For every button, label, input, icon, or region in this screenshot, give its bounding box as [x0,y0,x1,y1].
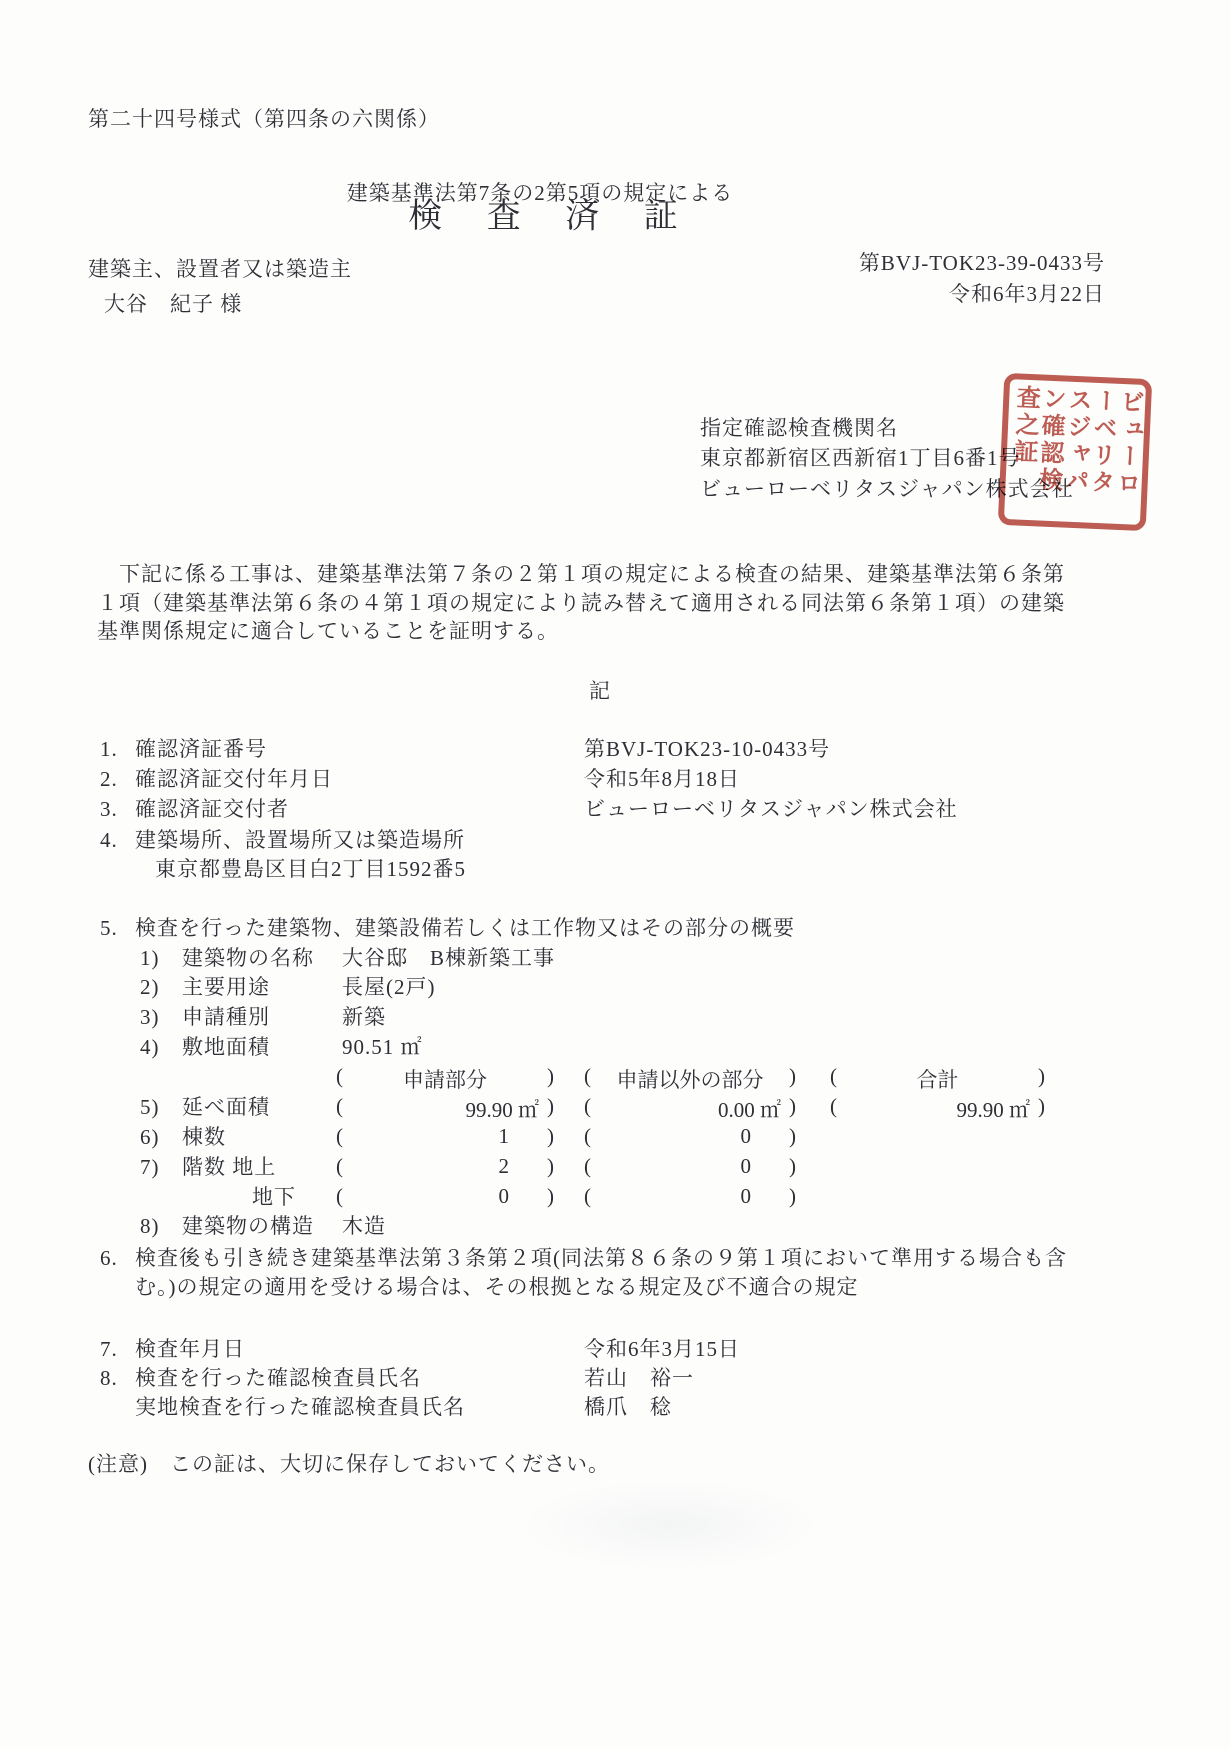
item5-sub8-value: 木造 [342,1214,386,1238]
agency-label: 指定確認検査機関名 [700,416,898,440]
item5-sub4-value: 90.51 ㎡ [342,1035,423,1059]
row7-applied-storeys [336,1154,554,1179]
item6-line2: む。)の規定の適用を受ける場合は、その根拠となる規定及び不適合の規定 [135,1275,859,1299]
item4-number: 4. [100,828,118,852]
paren-open: ( [336,1064,343,1088]
item3-value: ビューローベリタスジャパン株式会社 [584,797,958,821]
paren-close: ) [547,1064,554,1088]
floor-area-applied: 99.90 ㎡ [465,1098,539,1122]
item5-row5-label: 延べ面積 [182,1095,270,1119]
agency-address: 東京都新宿区西新宿1丁目6番1号 [700,446,1021,470]
storeys-above-applied: 2 [498,1154,509,1178]
item8-inspector-name: 若山 裕一 [584,1366,694,1390]
item4-value-address: 東京都豊島区目白2丁目1592番5 [155,857,466,881]
document-title: 検 査 済 証 [408,198,696,235]
col-header-non-applied: 申請以外の部分 [616,1068,764,1092]
row5-non-applied-area [584,1094,796,1124]
paren-close: ) [789,1064,796,1088]
item5-row7-number: 7) [140,1155,160,1179]
certificate-number: 第BVJ-TOK23-39-0433号 [858,251,1105,275]
item8-label2: 実地検査を行った確認検査員氏名 [135,1395,465,1419]
item5-row7-label: 階数 地上 [182,1155,277,1179]
paren-close: ) [1038,1094,1045,1118]
paren-close: ) [789,1094,796,1118]
ki-heading: 記 [589,679,611,703]
paren-close: ) [1038,1064,1045,1088]
row7b-non-applied-storeys [584,1184,796,1209]
storeys-below-non-applied: 0 [740,1184,751,1208]
caution-note: (注意) この証は、大切に保存しておいてください。 [88,1452,610,1476]
storeys-below-applied: 0 [498,1184,509,1208]
item3-label: 確認済証交付者 [135,797,289,821]
addressee-label: 建築主、設置者又は築造主 [88,257,352,281]
building-count-non-applied: 0 [740,1124,751,1148]
col-header-total: 合計 [916,1068,959,1092]
item5-sub1-number: 1) [140,946,160,970]
item5-sub4-label: 敷地面積 [182,1035,270,1059]
row6-non-applied-count [584,1124,796,1149]
agency-seal-stamp: ビューローベリタスジャパン確認検査之証 [998,373,1152,531]
col-header-applied: 申請部分 [403,1068,487,1092]
item5-sub2-value: 長屋(2戸) [342,975,436,999]
paren-open: ( [584,1064,591,1088]
item3-number: 3. [100,797,118,821]
floor-area-total: 99.90 ㎡ [956,1098,1030,1122]
paren-close: ) [789,1184,796,1208]
item6-number: 6. [100,1246,118,1270]
row7-non-applied-storeys [584,1154,796,1179]
certificate-date: 令和6年3月22日 [949,282,1105,306]
paren-open: ( [336,1184,343,1208]
item5-sub2-label: 主要用途 [182,975,270,999]
item1-value: 第BVJ-TOK23-10-0433号 [584,737,831,761]
paren-open: ( [336,1124,343,1148]
item5-sub2-number: 2) [140,975,160,999]
form-number: 第二十四号様式（第四条の六関係） [88,107,440,131]
building-count-applied: 1 [498,1124,509,1148]
paren-open: ( [336,1094,343,1118]
paren-open: ( [584,1154,591,1178]
item5-label: 検査を行った建築物、建築設備若しくは工作物又はその部分の概要 [135,916,795,940]
paren-open: ( [584,1094,591,1118]
body-paragraph-line1: 下記に係る工事は、建築基準法第７条の２第１項の規定による検査の結果、建築基準法第６条第 [97,562,1065,586]
item7-number: 7. [100,1337,118,1361]
item5-row6-label: 棟数 [182,1125,226,1149]
item2-value: 令和5年8月18日 [584,767,740,791]
addressee-name: 大谷 紀子 様 [104,292,243,316]
item5-number: 5. [100,916,118,940]
item6-line1: 検査後も引き続き建築基準法第３条第２項(同法第８６条の９第１項において準用する場合も含 [135,1246,1067,1270]
paren-open: ( [830,1064,837,1088]
item5-sub3-value: 新築 [342,1005,386,1029]
item5-row5-number: 5) [140,1095,160,1119]
item5-sub8-number: 8) [140,1214,160,1238]
scan-bleed-artifact [520,1480,820,1570]
paren-close: ) [547,1184,554,1208]
item4-label: 建築場所、設置場所又は築造場所 [135,828,465,852]
item2-label: 確認済証交付年月日 [135,767,333,791]
item7-value: 令和6年3月15日 [584,1337,740,1361]
row5-total-area [830,1094,1045,1124]
row7b-applied-storeys [336,1184,554,1209]
floor-area-non-applied: 0.00 ㎡ [718,1098,781,1122]
item5-sub3-number: 3) [140,1005,160,1029]
row5-applied-area [336,1094,554,1124]
item1-number: 1. [100,737,118,761]
paren-open: ( [336,1154,343,1178]
paren-close: ) [789,1124,796,1148]
paren-close: ) [547,1154,554,1178]
item5-sub1-label: 建築物の名称 [182,946,314,970]
item7-label: 検査年月日 [135,1337,245,1361]
item5-sub4-number: 4) [140,1035,160,1059]
agency-name: ビューローベリタスジャパン株式会社 [700,477,1074,501]
paren-open: ( [830,1094,837,1118]
paren-close: ) [789,1154,796,1178]
item5-row7b-label: 地下 [252,1185,296,1209]
item8-label: 検査を行った確認検査員氏名 [135,1366,421,1390]
paren-close: ) [547,1124,554,1148]
body-paragraph-line3: 基準関係規定に適合していることを証明する。 [97,619,559,643]
paren-close: ) [547,1094,554,1118]
item8-number: 8. [100,1366,118,1390]
item5-sub1-value: 大谷邸 B棟新築工事 [342,946,556,970]
item1-label: 確認済証番号 [135,737,267,761]
table-header-non-applied-part [584,1064,796,1094]
body-paragraph-line2: １項（建築基準法第６条の４第１項の規定により読み替えて適用される同法第６条第１項）の建築 [97,591,1065,615]
item2-number: 2. [100,767,118,791]
item5-row6-number: 6) [140,1125,160,1149]
storeys-above-non-applied: 0 [740,1154,751,1178]
table-header-total [830,1064,1045,1094]
subtitle-law-reference: 建築基準法第7条の2第5項の規定による [346,181,734,205]
paren-open: ( [584,1184,591,1208]
table-header-applied-part [336,1064,554,1094]
paren-open: ( [584,1124,591,1148]
row6-applied-count [336,1124,554,1149]
item8-site-inspector-name: 橋爪 稔 [584,1395,672,1419]
item5-sub3-label: 申請種別 [182,1005,270,1029]
item5-sub8-label: 建築物の構造 [182,1214,314,1238]
